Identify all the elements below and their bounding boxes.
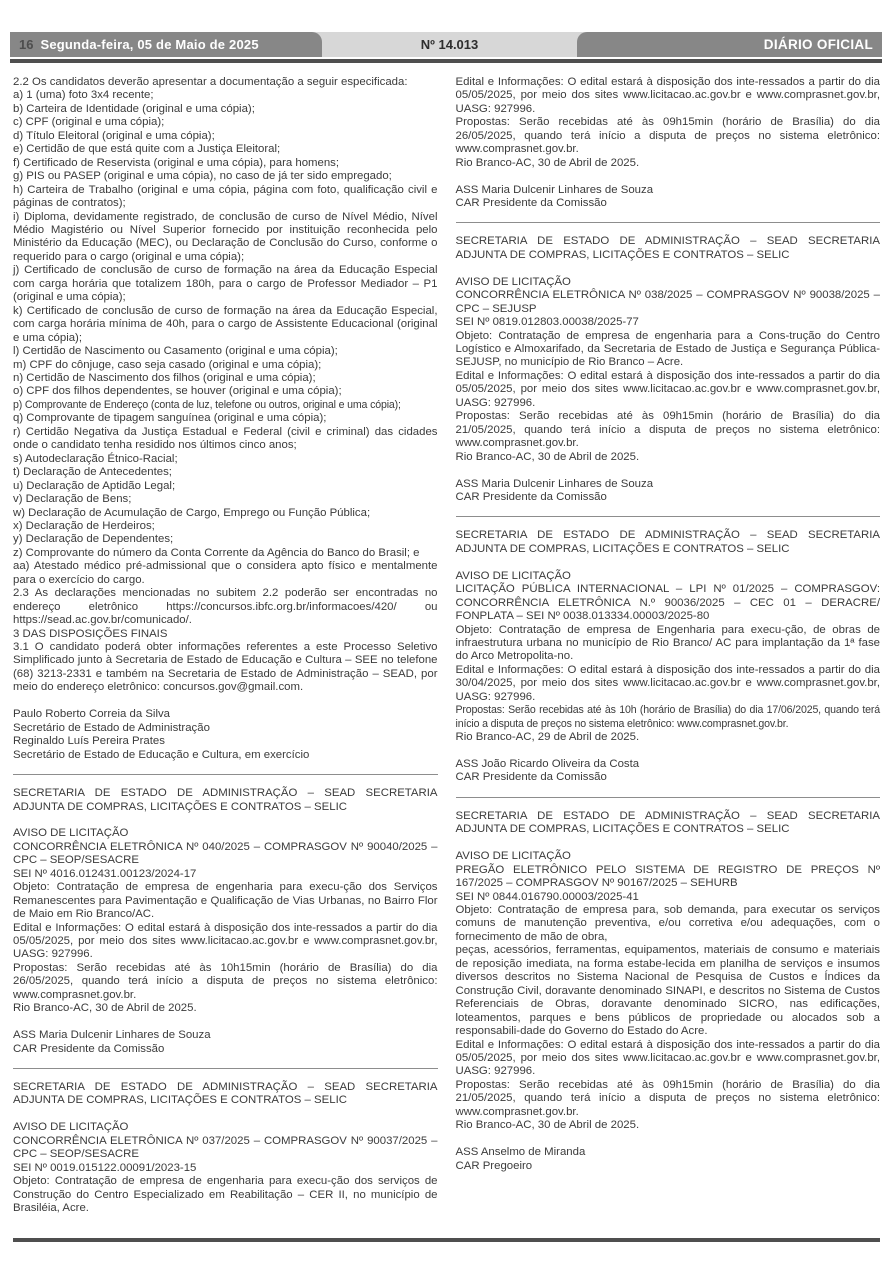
signatory-title: CAR Presidente da Comissão [455, 771, 607, 784]
notice-title: CONCORRÊNCIA ELETRÔNICA Nº 037/2025 – COMPRASGOV Nº 90037/2025 – CPC – SEOP/SESACRE [13, 1134, 438, 1161]
notice-title: CONCORRÊNCIA ELETRÔNICA Nº 038/2025 – COMPRASGOV Nº 90038/2025 – CPC – SEJUSP [455, 289, 880, 315]
paragraph: y) Declaração de Dependentes; [13, 533, 174, 546]
paragraph: a) 1 (uma) foto 3x4 recente; [13, 89, 154, 102]
spacer [456, 170, 881, 183]
paragraph: o) CPF dos filhos dependentes, se houver (original e uma cópia); [13, 385, 342, 398]
paragraph: d) Título Eleitoral (original e uma cópia); [13, 129, 215, 142]
paragraph: Propostas: Serão recebidas até às 09h15min (horário de Brasília) do dia 21/05/2025, quando terá início a disputa de preços no sistema eletrônico: www.comprasnet.gov.br. [455, 1078, 880, 1118]
spacer [13, 1108, 438, 1121]
header-left-segment [10, 32, 322, 57]
paragraph: Edital e Informações: O edital estará à disposição dos inte-ressados a partir do dia 05/05/2025, por meio dos sites www.licitacao.ac.gov.br e www.comprasnet.gov.br, UASG: 927996. [455, 1038, 880, 1078]
signatory-name: ASS Maria Dulcenir Linhares de Souza [455, 477, 654, 490]
sei-number: SEI Nº 4016.012431.00123/2024-17 [13, 867, 197, 880]
notice-title: CONCORRÊNCIA ELETRÔNICA Nº 040/2025 – COMPRASGOV Nº 90040/2025 – CPC – SEOP/SESACRE [13, 840, 438, 867]
dateline: Rio Branco-AC, 29 de Abril de 2025. [455, 731, 640, 744]
paragraph: r) Certidão Negativa da Justiça Estadual e Federal (civil e criminal) das cidades onde o candidato tenha residido nos últimos cinco anos; [13, 425, 438, 452]
section-heading: 3 DAS DISPOSIÇÕES FINAIS [13, 627, 168, 640]
notice-type: AVISO DE LICITAÇÃO [455, 850, 571, 863]
paragraph: Edital e Informações: O edital estará à disposição dos inte-ressados a partir do dia 05/05/2025, por meio dos sites www.licitacao.ac.gov.br e www.comprasnet.gov.br, UASG: 927996. [13, 921, 438, 961]
paragraph: b) Carteira de Identidade (original e uma cópia); [13, 102, 255, 115]
paragraph: Objeto: Contratação de empresa de engenharia para execu-ção dos Serviços Remanescentes para Pavimentação e Qualificação de Vias Urbanas, no Bairro Flor de Maio em Rio Branco/AC. [13, 881, 438, 921]
paragraph: Objeto: Contratação de empresa de Engenharia para execu-ção, de obras de infraestrutura urbana no município de Rio Branco/ AC para implantação da 1ª fase do Arco Metropolita-no. [455, 623, 880, 663]
signatory-title: CAR Presidente da Comissão [455, 490, 607, 503]
notice-type: AVISO DE LICITAÇÃO [455, 569, 571, 582]
spacer [456, 745, 881, 758]
paragraph: v) Declaração de Bens; [13, 493, 132, 506]
signatory-title: Secretário de Estado de Administração [13, 721, 210, 734]
page-number: 16 [19, 37, 34, 52]
paragraph: h) Carteira de Trabalho (original e uma cópia, página com foto, qualificação civil e páginas de contratos); [13, 183, 438, 210]
paragraph: q) Comprovante de tipagem sanguínea (original e uma cópia); [13, 412, 327, 425]
paragraph: 3.1 O candidato poderá obter informações referentes a este Processo Seletivo Simplificado junto à Secretaria de Estado de Educação e Cultura – SEE no telefone (68) 3213-2331 e também na Secretaria de Estado de Administração – SEAD, por meio do endereço eletrônico: concursos.gov@gmail.com. [13, 641, 438, 694]
paragraph: z) Comprovante do número da Conta Corrente da Agência do Banco do Brasil; e [13, 546, 420, 559]
paragraph: e) Certidão de que está quite com a Justiça Eleitoral; [13, 143, 281, 156]
section-heading: SECRETARIA DE ESTADO DE ADMINISTRAÇÃO – SEAD SECRETARIA ADJUNTA DE COMPRAS, LICITAÇÕES E CONTRATOS – SELIC [13, 787, 438, 813]
paragraph: x) Declaração de Herdeiros; [13, 519, 155, 532]
left-column [13, 76, 438, 1215]
sei-number: SEI Nº 0819.012803.00038/2025-77 [455, 316, 639, 329]
edition-number: Nº 14.013 [420, 37, 479, 52]
paragraph: n) Certidão de Nascimento dos filhos (original e uma cópia); [13, 371, 316, 384]
header-bar [10, 32, 882, 57]
notice-title: LICITAÇÃO PÚBLICA INTERNACIONAL – LPI Nº 01/2025 – COMPRASGOV: CONCORRÊNCIA ELETRÔNICA N.º 90036/2025 – CEC 01 – DERACRE/ FONPLATA – SEI Nº 0038.013334.00003/2025-80 [455, 583, 880, 623]
paragraph: w) Declaração de Acumulação de Cargo, Emprego ou Função Pública; [13, 506, 371, 519]
paragraph: p) Comprovante de Endereço (conta de luz, telefone ou outros, original e uma cópia); [13, 398, 401, 411]
paragraph: Propostas: Serão recebidas até às 09h15min (horário de Brasília) do dia 21/05/2025, quando terá início a disputa de preços no sistema eletrônico: www.comprasnet.gov.br. [455, 410, 880, 450]
signatory-name: ASS João Ricardo Oliveira da Costa [455, 757, 640, 770]
issue-date: Segunda-feira, 05 de Maio de 2025 [40, 37, 259, 52]
paragraph: l) Certidão de Nascimento ou Casamento (original e uma cópia); [13, 345, 338, 358]
paragraph: g) PIS ou PASEP (original e uma cópia), no caso de já ter sido empregado; [13, 170, 392, 183]
section-heading: SECRETARIA DE ESTADO DE ADMINISTRAÇÃO – SEAD SECRETARIA ADJUNTA DE COMPRAS, LICITAÇÕES E CONTRATOS – SELIC [455, 235, 880, 261]
header-middle-segment [322, 32, 577, 57]
signatory-name: ASS Maria Dulcenir Linhares de Souza [455, 183, 654, 196]
section-heading: SECRETARIA DE ESTADO DE ADMINISTRAÇÃO – SEAD SECRETARIA ADJUNTA DE COMPRAS, LICITAÇÕES E CONTRATOS – SELIC [455, 809, 880, 836]
paragraph: Propostas: Serão recebidas até às 10h (horário de Brasília) do dia 17/06/2025, quando terá início a disputa de preços no sistema eletrônico: www.comprasnet.gov.br. [455, 704, 880, 730]
section-separator [13, 1068, 438, 1069]
notice-type: AVISO DE LICITAÇÃO [13, 1121, 129, 1134]
masthead-title: DIÁRIO OFICIAL [763, 37, 873, 52]
signatory-name: ASS Maria Dulcenir Linhares de Souza [13, 1029, 211, 1042]
paragraph: Objeto: Contratação de empresa para, sob demanda, para executar os serviços comuns de manutenção preventiva, e/ou corretiva e/ou adequações, com o fornecimento de mão de obra, [455, 904, 880, 943]
paragraph: aa) Atestado médico pré-admissional que o considera apto físico e mentalmente para o exercício do cargo. [13, 560, 438, 586]
document-body [0, 63, 892, 1215]
spacer [456, 262, 881, 275]
sei-number: SEI Nº 0844.016790.00003/2025-41 [455, 890, 639, 903]
paragraph: Propostas: Serão recebidas até às 09h15min (horário de Brasília) do dia 26/05/2025, quando terá início a disputa de preços no sistema eletrônico: www.comprasnet.gov.br. [455, 116, 880, 156]
sei-number: SEI Nº 0019.015122.00091/2023-15 [13, 1161, 197, 1174]
dateline: Rio Branco-AC, 30 de Abril de 2025. [455, 1119, 640, 1132]
dateline: Rio Branco-AC, 30 de Abril de 2025. [455, 156, 640, 169]
spacer [13, 695, 438, 708]
paragraph: Edital e Informações: O edital estará à disposição dos inte-ressados a partir do dia 05/05/2025, por meio dos sites www.licitacao.ac.gov.br e www.comprasnet.gov.br, UASG: 927996. [455, 369, 880, 409]
right-column [456, 76, 881, 1215]
spacer [456, 837, 881, 850]
paragraph: peças, acessórios, ferramentas, equipamentos, materiais de consumo e materiais de reposição imediata, na forma estabe-lecida em planilha de serviços e insumos diversos descritos no Sistema Nacional de Pesquisa de Custos e Índices da Construção Civil, doravante denominado SINAPI, e descritos no Sistema de Custos Referenciais de Obras, doravante denominado SICRO, nas edificações, loteamentos, parques e bens públicos de propriedade ou alocados sob a responsabili-dade do Governo do Estado do Acre. [455, 944, 880, 1038]
notice-title: PREGÃO ELETRÔNICO PELO SISTEMA DE REGISTRO DE PREÇOS Nº 167/2025 – COMPRASGOV Nº 90167/2025 – SEHURB [455, 863, 880, 890]
paragraph: m) CPF do cônjuge, caso seja casado (original e uma cópia); [13, 358, 322, 371]
signatory-name: Reginaldo Luís Pereira Prates [13, 735, 165, 748]
paragraph: j) Certificado de conclusão de curso de formação na área da Educação Especial com carga horária que totalizem 180h, para o cargo de Professor Mediador – P1 (original e uma cópia); [13, 264, 438, 304]
paragraph: 2.2 Os candidatos deverão apresentar a documentação a seguir especificada: [13, 76, 408, 88]
paragraph: Objeto: Contratação de empresa de engenharia para execu-ção dos serviços de Construção do Centro Especializado em Reabilitação – CER II, no município de Brasiléia, Acre. [13, 1175, 438, 1214]
paragraph: s) Autodeclaração Étnico-Racial; [13, 452, 178, 465]
signatory-title: CAR Pregoeiro [455, 1159, 533, 1172]
spacer [456, 1133, 881, 1146]
dateline: Rio Branco-AC, 30 de Abril de 2025. [455, 450, 640, 463]
section-heading: SECRETARIA DE ESTADO DE ADMINISTRAÇÃO – SEAD SECRETARIA ADJUNTA DE COMPRAS, LICITAÇÕES E CONTRATOS – SELIC [455, 529, 880, 555]
paragraph: t) Declaração de Antecedentes; [13, 466, 172, 479]
spacer [13, 814, 438, 827]
section-separator [13, 774, 438, 775]
paragraph: u) Declaração de Aptidão Legal; [13, 479, 176, 492]
paragraph: c) CPF (original e uma cópia); [13, 116, 165, 129]
section-separator [456, 222, 881, 223]
signatory-name: Paulo Roberto Correia da Silva [13, 708, 171, 721]
signatory-title: CAR Presidente da Comissão [455, 197, 607, 210]
paragraph: f) Certificado de Reservista (original e uma cópia), para homens; [13, 156, 340, 169]
header-right-segment [577, 32, 882, 57]
signatory-name: ASS Anselmo de Miranda [455, 1146, 586, 1159]
page-bottom-rule [13, 1238, 880, 1242]
notice-type: AVISO DE LICITAÇÃO [455, 275, 571, 288]
signatory-title: CAR Presidente da Comissão [13, 1042, 165, 1055]
spacer [456, 464, 881, 477]
section-separator [456, 797, 881, 798]
page-header [0, 0, 892, 63]
notice-type: AVISO DE LICITAÇÃO [13, 827, 129, 840]
signatory-title: Secretário de Estado de Educação e Cultura, em exercício [13, 748, 310, 761]
section-heading: SECRETARIA DE ESTADO DE ADMINISTRAÇÃO – SEAD SECRETARIA ADJUNTA DE COMPRAS, LICITAÇÕES E CONTRATOS – SELIC [13, 1080, 438, 1107]
paragraph: 2.3 As declarações mencionadas no subitem 2.2 poderão ser encontradas no endereço eletrônico https://concursos.ibfc.org.br/informacoes/420/ ou https://sead.ac.gov.br/comunicado/. [13, 587, 438, 627]
paragraph: Propostas: Serão recebidas até às 10h15min (horário de Brasília) do dia 26/05/2025, quando terá início a disputa de preços no sistema eletrônico: www.comprasnet.gov.br. [13, 961, 438, 1001]
paragraph: k) Certificado de conclusão de curso de formação na área da Educação Especial, com carga horária mínima de 40h, para o cargo de Assistente Educacional (original e uma cópia); [13, 304, 438, 344]
paragraph: Edital e Informações: O edital estará à disposição dos inte-ressados a partir do dia 30/04/2025, por meio dos sites www.licitacao.ac.gov.br e www.comprasnet.gov.br, UASG: 927996. [455, 663, 880, 703]
section-separator [456, 516, 881, 517]
paragraph: i) Diploma, devidamente registrado, de conclusão de curso de Nível Médio, Nível Médio Magistério ou Nível Superior fornecido por instituição reconhecida pelo Ministério da Educação (MEC), ou Declaração de Conclusão do Curso, conforme o requerido para o cargo (original e uma cópia); [13, 210, 438, 263]
paragraph: Objeto: Contratação de empresa de engenharia para a Cons-trução do Centro Logístico e Almoxarifado, da Secretaria de Estado de Justiça e Segurança Pública-SEJUSP, no município de Rio Branco – Acre. [455, 329, 880, 369]
spacer [13, 1016, 438, 1029]
spacer [456, 556, 881, 569]
dateline: Rio Branco-AC, 30 de Abril de 2025. [13, 1002, 197, 1015]
paragraph: Edital e Informações: O edital estará à disposição dos inte-ressados a partir do dia 05/05/2025, por meio dos sites www.licitacao.ac.gov.br e www.comprasnet.gov.br, UASG: 927996. [455, 76, 880, 115]
